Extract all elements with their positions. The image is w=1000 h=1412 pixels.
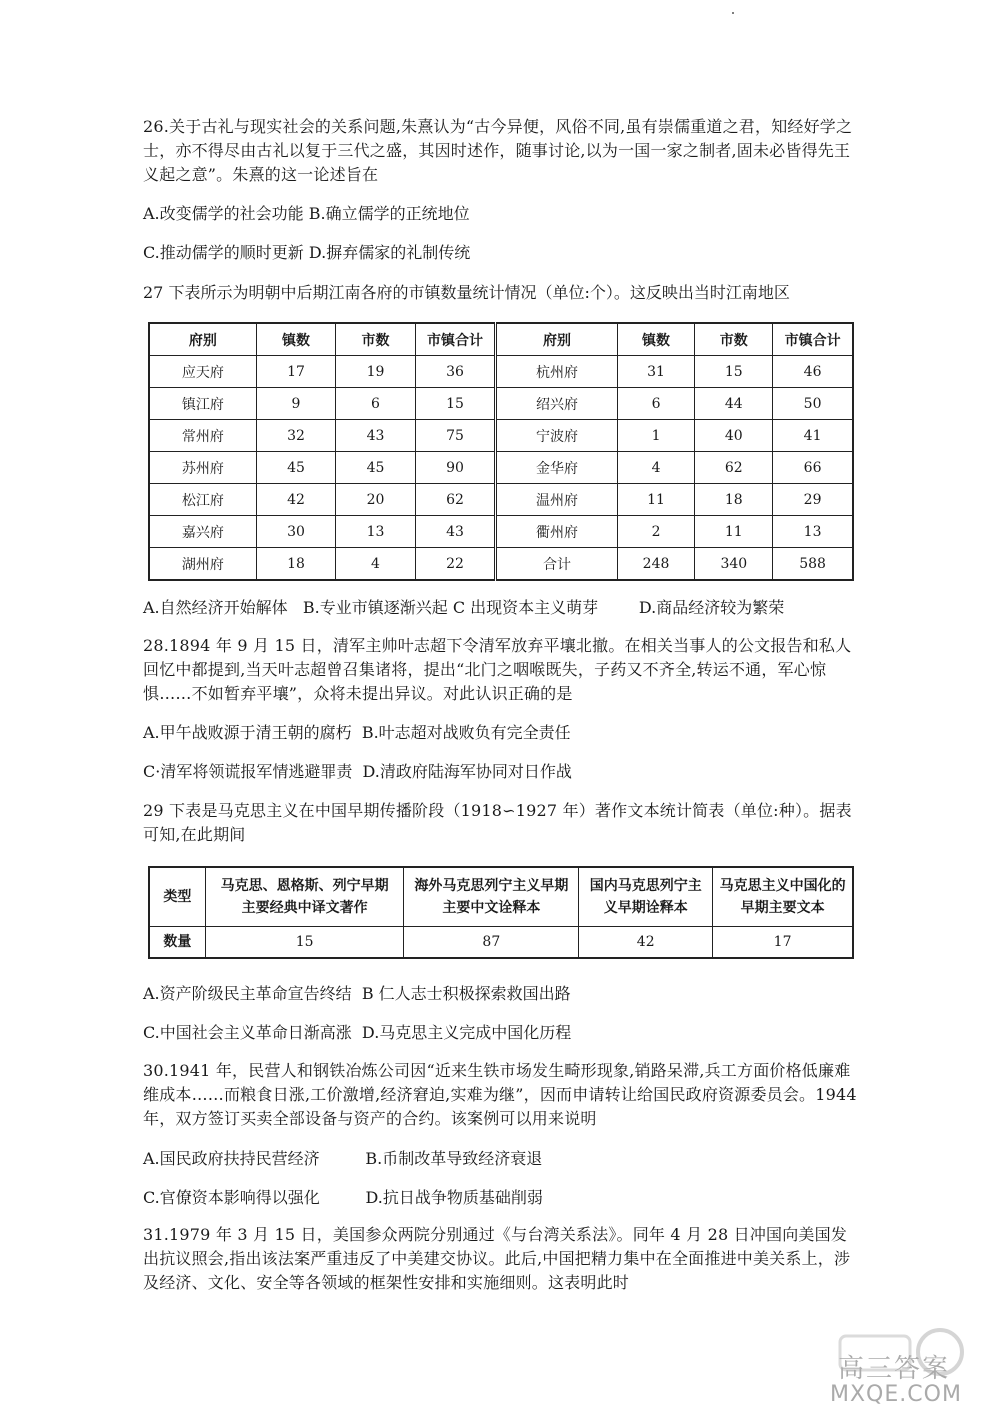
table-cell: 合计	[496, 548, 617, 581]
table-cell: 40	[695, 420, 773, 452]
table-cell: 15	[415, 388, 496, 420]
table-cell: 13	[773, 516, 853, 548]
table-cell: 18	[695, 484, 773, 516]
question-30-stem: 30.1941 年，民营人和钢铁冶炼公司因“近来生铁市场发生畸形现象,销路呆滞,兵工方面价格低廉难维成本……而粮食日涨,工价激增,经济窘迫,实难为继”，因而申请转让给国民政府资源委员会。1944 年，双方签订买卖全部设备与资产的合约。该案例可以用来说明	[143, 1061, 863, 1128]
table-row	[149, 516, 853, 548]
table-cell: 44	[695, 388, 773, 420]
table-cell: 嘉兴府	[149, 516, 256, 548]
table-cell: 4	[617, 452, 695, 484]
question-27-table	[148, 322, 854, 581]
table-cell: 苏州府	[149, 452, 256, 484]
table-cell: 6	[617, 388, 695, 420]
table-row	[149, 356, 853, 388]
table-cell: 45	[336, 452, 416, 484]
row-label-type: 类型	[149, 867, 205, 927]
watermark-url: MXQE.COM	[830, 1382, 962, 1407]
table-header-cell: 镇数	[256, 323, 336, 356]
table-row	[149, 548, 853, 581]
table-cell: 18	[256, 548, 336, 581]
table-cell: 杭州府	[496, 356, 617, 388]
table-cell: 2	[617, 516, 695, 548]
table-cell: 常州府	[149, 420, 256, 452]
table-cell: 29	[773, 484, 853, 516]
table-header-cell: 市数	[336, 323, 416, 356]
table-row	[149, 452, 853, 484]
question-27-options: A.自然经济开始解体 B.专业市镇逐渐兴起 C 出现资本主义萌芽 D.商品经济较为繁荣	[143, 598, 785, 617]
table-cell: 松江府	[149, 484, 256, 516]
table-cell: 32	[256, 420, 336, 452]
table-cell: 11	[695, 516, 773, 548]
table-cell: 588	[773, 548, 853, 581]
table-cell: 62	[415, 484, 496, 516]
question-29-options-ab: A.资产阶级民主革命宣告终结 B 仁人志士积极探索救国出路	[143, 984, 571, 1003]
table-cell: 金华府	[496, 452, 617, 484]
table-cell: 30	[256, 516, 336, 548]
table-cell: 43	[336, 420, 416, 452]
table-cell: 22	[415, 548, 496, 581]
question-27-stem: 27 下表所示为明朝中后期江南各府的市镇数量统计情况（单位:个）。这反映出当时江南地区	[143, 283, 790, 302]
table-cell: 温州府	[496, 484, 617, 516]
table-cell: 66	[773, 452, 853, 484]
table-header-cell: 海外马克思列宁主义早期主要中文诠释本	[404, 867, 579, 927]
table-header-cell: 马克思主义中国化的早期主要文本	[713, 867, 853, 927]
table-cell: 宁波府	[496, 420, 617, 452]
table-row	[149, 484, 853, 516]
table-header-row	[149, 867, 853, 927]
question-28-options-cd: C·清军将领谎报军情逃避罪责 D.清政府陆海军协同对日作战	[143, 762, 572, 781]
table-row	[149, 927, 853, 959]
table-cell: 46	[773, 356, 853, 388]
table-cell: 31	[617, 356, 695, 388]
table-row	[149, 388, 853, 420]
row-label-count: 数量	[149, 927, 205, 959]
table-cell: 15	[695, 356, 773, 388]
table-cell: 17	[256, 356, 336, 388]
table-header-cell: 镇数	[617, 323, 695, 356]
table-header-cell: 府别	[149, 323, 256, 356]
scan-speck	[732, 12, 734, 14]
question-30-options-ab: A.国民政府扶持民营经济 B.币制改革导致经济衰退	[143, 1149, 543, 1168]
table-cell: 绍兴府	[496, 388, 617, 420]
table-header-row	[149, 323, 853, 356]
table-cell: 衢州府	[496, 516, 617, 548]
table-cell: 湖州府	[149, 548, 256, 581]
question-30-options-cd: C.官僚资本影响得以强化 D.抗日战争物质基础削弱	[143, 1188, 543, 1207]
question-29-table	[148, 866, 854, 959]
table-cell: 镇江府	[149, 388, 256, 420]
table-row	[149, 420, 853, 452]
question-26-options-ab: A.改变儒学的社会功能 B.确立儒学的正统地位	[143, 204, 470, 223]
table-cell: 13	[336, 516, 416, 548]
table-cell: 45	[256, 452, 336, 484]
table-cell: 36	[415, 356, 496, 388]
question-31-stem: 31.1979 年 3 月 15 日，美国参众两院分别通过《与台湾关系法》。同年 4 月 28 日冲国向美国发出抗议照会,指出该法案严重违反了中美建交协议。此后,中国把精力集中在全面推进中美关系上，涉及经济、文化、安全等各领域的框架性安排和实施细则。这表明此时	[143, 1225, 851, 1292]
table-header-cell: 市数	[695, 323, 773, 356]
table-cell: 19	[336, 356, 416, 388]
question-28-options-ab: A.甲午战败源于清王朝的腐朽 B.叶志超对战败负有完全责任	[143, 723, 571, 742]
table-header-cell: 国内马克思列宁主义早期诠释本	[579, 867, 713, 927]
table-cell: 340	[695, 548, 773, 581]
table-cell: 17	[713, 927, 853, 959]
watermark-text: 高三答案	[838, 1354, 951, 1384]
table-cell: 41	[773, 420, 853, 452]
table-cell: 20	[336, 484, 416, 516]
table-cell: 15	[205, 927, 404, 959]
table-cell: 11	[617, 484, 695, 516]
table-cell: 应天府	[149, 356, 256, 388]
question-29-options-cd: C.中国社会主义革命日渐高涨 D.马克思主义完成中国化历程	[143, 1023, 572, 1042]
table-cell: 62	[695, 452, 773, 484]
question-29-stem: 29 下表是马克思主义在中国早期传播阶段（1918∽1927 年）著作文本统计简表（单位:种）。据表可知,在此期间	[143, 801, 852, 844]
table-header-cell: 市镇合计	[773, 323, 853, 356]
table-cell: 248	[617, 548, 695, 581]
table-cell: 6	[336, 388, 416, 420]
table-cell: 42	[256, 484, 336, 516]
table-cell: 43	[415, 516, 496, 548]
table-header-cell: 市镇合计	[415, 323, 496, 356]
table-cell: 9	[256, 388, 336, 420]
table-cell: 42	[579, 927, 713, 959]
question-28-stem: 28.1894 年 9 月 15 日，清军主帅叶志超下令清军放弃平壤北撤。在相关当事人的公文报告和私人回忆中都提到,当天叶志超曾召集诸将，提出“北门之咽喉既失，子药又不齐全,转运不通，军心惊惧……不如暂弃平壤”，众将未提出异议。对此认识正确的是	[143, 636, 852, 703]
question-26-options-cd: C.推动儒学的顺时更新 D.摒弃儒家的礼制传统	[143, 243, 471, 262]
table-cell: 50	[773, 388, 853, 420]
table-cell: 75	[415, 420, 496, 452]
table-cell: 87	[404, 927, 579, 959]
table-cell: 4	[336, 548, 416, 581]
question-26-stem: 26.关于古礼与现实社会的关系问题,朱熹认为“古今异便，风俗不同,虽有崇儒重道之君，知经好学之士，亦不得尽由古礼以复于三代之盛，其因时述作，随事讨论,以为一国一家之制者,固未必皆得先王义起之意”。朱熹的这一论述旨在	[143, 117, 853, 184]
table-cell: 1	[617, 420, 695, 452]
table-header-cell: 府别	[496, 323, 617, 356]
table-cell: 90	[415, 452, 496, 484]
table-header-cell: 马克思、恩格斯、列宁早期主要经典中译文著作	[205, 867, 404, 927]
